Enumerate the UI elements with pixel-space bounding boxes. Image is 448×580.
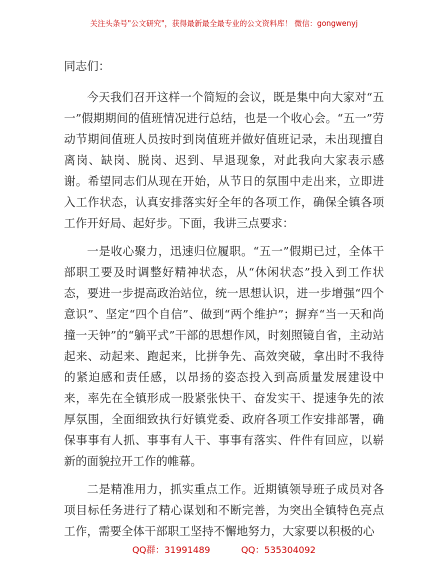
paragraph-point-one: 一是收心聚力，迅速归位履职。“五一”假期已过，全体干部职工要及时调整好精神状态，从“休闲状态”投入到工作状态，要进一步提高政治站位，统一思想认识，进一步增强“四个意识”、坚定“四个自信”、做到“两个维护”；摒弃“当一天和尚撞一天钟”的“躺平式”干部的思想作风，时刻照镜自省，主动站起来、动起来、跑起来，比拼争先、高效突破，拿出时不我待的紧迫感和责任感，以昂扬的姿态投入到高质量发展建设中来，率先在全镇形成一股紧张快干、奋发实干、提速争先的浓厚氛围，全面细致执行好镇党委、政府各项工作安排部署，确保事事有人抓、事事有人干、事事有落实、件件有回应，以崭新的面貌拉开工作的帷幕。 [64, 244, 384, 468]
footer-qq-number: QQ：535304092 [241, 546, 316, 556]
footer-qq-group: QQ群：31991489 [132, 546, 211, 556]
header-banner: 关注头条号"公文研究"，获得最新最全最专业的公文资料库！ 微信：gongwenyj [90, 19, 358, 28]
paragraph-intro: 今天我们召开这样一个简短的会议，既是集中向大家对“五一”假期期间的值班情况进行总结，也是一个收心会。“五一”劳动节期间值班人员按时到岗值班并做好值班记录，未出现擅自离岗、缺岗、脱岗、迟到、早退现象，对此我向大家表示感谢。希望同志们从现在开始，从节日的氛围中走出来，立即进入工作状态，认真安排落实好全年的各项工作，确保全镇各项工作开好局、起好步。下面，我讲三点要求： [64, 90, 384, 230]
footer-contact [0, 543, 448, 556]
paragraph-point-two: 二是精准用力，抓实重点工作。近期镇领导班子成员对各项目标任务进行了精心谋划和不断完善，为突出全镇特色亮点工作，需要全体干部职工坚持不懈地努力，大家要以积极的心 [64, 482, 384, 538]
document-body [64, 56, 384, 549]
salutation: 同志们： [64, 59, 110, 73]
